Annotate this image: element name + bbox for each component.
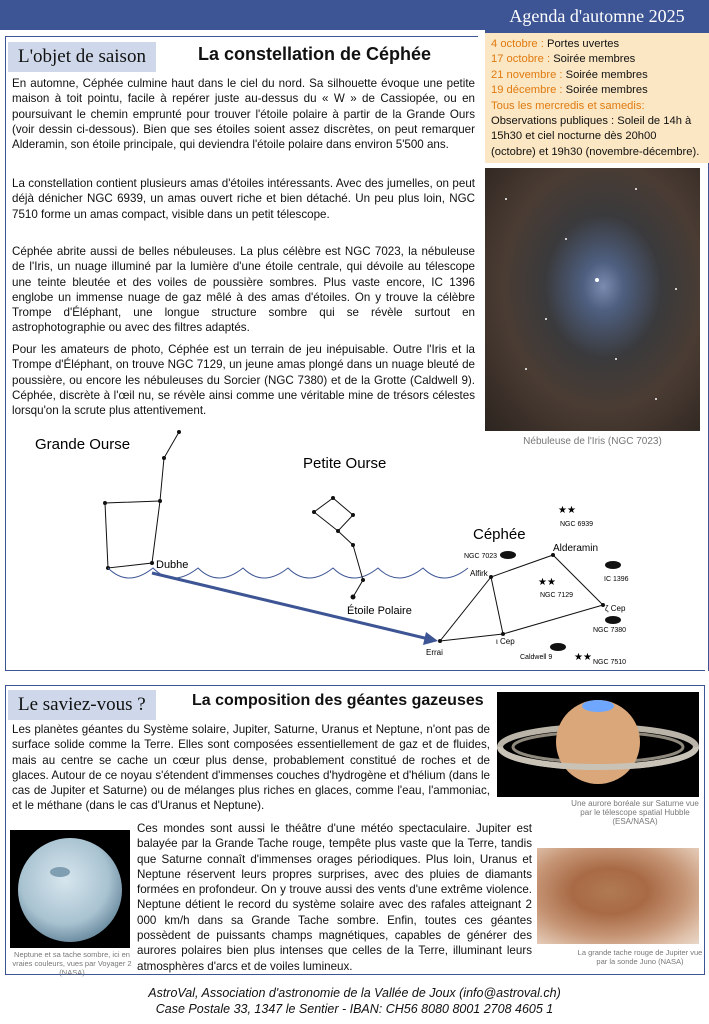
section1-paragraph: En automne, Céphée culmine haut dans le ciel du nord. Sa silhouette évoque une petite maison à toit pointu, facile à repérer juste au-dessus du « W » de Cassiopée, ou en poursuivant le chemin emprunté pour trouver l'étoile polaire à partir de la Grande Ours (voir dessin ci-dessous). Bien que ses étoiles soient assez discrètes, on peut remarquer Alderamin, son étoile principale, qui deviendra l'étoile polaire dans environ 5'500 ans. — [12, 77, 475, 152]
dubhe-label: Dubhe — [156, 559, 189, 571]
agenda-item: 19 décembre : Soirée membres — [491, 84, 648, 97]
section1-paragraph: La constellation contient plusieurs amas d'étoiles intéressants. Avec des jumelles, on peut déjà dénicher NGC 6939, un amas ouvert riche et bien détaché. Un peu plus loin, NGC 7510 forme un amas compact, visible dans un petit télescope. — [12, 177, 475, 221]
jupiter-caption: La grande tache rouge de Jupiter vue par la sonde Juno (NASA) — [577, 948, 703, 966]
ngc7129-label: NGC 7129 — [540, 592, 574, 599]
neptune-caption: Neptune et sa tache sombre, ici en vraies couleurs, vues par Voyager 2 (NASA) — [12, 950, 132, 977]
footer — [0, 985, 709, 1017]
iota-cep-label: ι Cep — [496, 637, 515, 646]
constellation-map — [8, 425, 705, 665]
section2-title: La composition des géantes gazeuses — [192, 692, 484, 709]
saturn-caption: Une aurore boréale sur Saturne vue par le télescope spatial Hubble (ESA/NASA) — [571, 799, 699, 826]
ic1396-label: IC 1396 — [604, 576, 629, 583]
jupiter-image — [537, 848, 699, 944]
ngc7510-label: NGC 7510 — [593, 659, 627, 665]
star-cluster-icon: ★★ — [574, 652, 592, 663]
section2-paragraph: Ces mondes sont aussi le théâtre d'une météo spectaculaire. Jupiter est balayée par la Grande Tache rouge, tempête plus vaste que la Terre, tandis que Saturne connaît d'immenses orages périodiques. Plus loin, Uranus et Neptune réservent leurs propres surprises, avec des pluies de diamants formées en profondeur. On y trouve aussi des vents d'une extrême violence. Neptune détient le record du système solaire avec des rafales atteignant 2 000 km/h dans sa Grande Tache sombre. Enfin, toutes ces géantes possèdent de puissants champs magnétiques, capables de générer des aurores polaires bien plus intenses que celles de la Terre, illuminant leurs atmosphères d'arcs et de voiles lumineux. — [137, 822, 532, 973]
cephee-lines — [440, 555, 603, 641]
agenda-item: 4 octobre : Portes uvertes — [491, 38, 620, 50]
zeta-cep-label: ζ Cep — [605, 604, 626, 613]
agenda-item: 21 novembre : Soirée membres — [491, 68, 648, 81]
star-cluster-icon: ★★ — [558, 505, 576, 516]
cephee-label: Céphée — [473, 526, 526, 543]
caldwell9-label: Caldwell 9 — [520, 654, 553, 661]
footer-line: AstroVal, Association d'astronomie de la Vallée de Joux (info@astroval.ch) — [148, 986, 561, 1000]
petite-ourse-stars — [312, 496, 365, 600]
agenda-recurring-text: Observations publiques : Soleil de 14h à 15h30 et ciel nocturne dès 20h00 (octobre) et 19h30 (novembre-décembre). — [491, 115, 700, 158]
errai-label: Errai — [426, 648, 443, 657]
nebula-icon — [500, 551, 516, 559]
petite-ourse-lines — [314, 498, 363, 597]
nebula-icon — [605, 616, 621, 624]
section2-paragraph: Les planètes géantes du Système solaire, Jupiter, Saturne, Uranus et Neptune, n'ont pas de surface solide comme la Terre. Elles sont composées essentiellement de gaz et de fluides, mais au centre se cache un cœur plus dense, probablement constitué de roches et de glaces. Autour de ce noyau s'étendent d'immenses couches d'hydrogène et d'hélium (dans le cas de Jupiter et Saturne) ou de mélanges plus riches en glaces, comme l'eau, l'ammoniac, et le méthane (dans le cas d'Uranus et Neptune). — [12, 723, 490, 813]
alderamin-label: Alderamin — [553, 543, 599, 554]
neptune-image — [10, 830, 130, 948]
iris-nebula-image — [485, 168, 700, 431]
alfirk-label: Alfirk — [470, 569, 488, 578]
saturn-image — [497, 692, 699, 797]
pointer-arrowhead — [423, 632, 438, 645]
grande-ourse-label: Grande Ourse — [35, 436, 131, 453]
petite-ourse-label: Petite Ourse — [303, 455, 387, 472]
section1-title: La constellation de Céphée — [198, 44, 432, 64]
section2-label: Le saviez-vous ? — [8, 690, 156, 720]
star-cluster-icon: ★★ — [538, 577, 556, 588]
agenda-box — [485, 33, 709, 163]
section1-label: L'objet de saison — [8, 42, 156, 72]
ngc6939-label: NGC 6939 — [560, 521, 594, 528]
nebula-icon — [605, 561, 621, 569]
agenda-recurring-label: Tous les mercredis et samedis: — [491, 99, 645, 112]
section1-paragraph: Céphée abrite aussi de belles nébuleuses. La plus célèbre est NGC 7023, la nébuleuse de l'Iris, un nuage illuminé par la lumière d'une étoile centrale, qui dévoile au télescope une teinte bleutée et des voiles de poussière sombres. Plus vaste encore, IC 1396 englobe un immense nuage de gaz mêlé à des amas d'étoiles. On y trouve la célèbre Trompe d'Éléphant, une longue structure sombre qui se révèle surtout en astrophotographie ou avec des filtres adaptés. — [12, 245, 475, 335]
iris-caption: Nébuleuse de l'Iris (NGC 7023) — [523, 436, 662, 447]
ngc7380-label: NGC 7380 — [593, 627, 627, 634]
footer-line: Case Postale 33, 1347 le Sentier - IBAN: CH56 8080 8001 2708 4605 1 — [155, 1002, 554, 1016]
section1-frame-bottom — [5, 670, 705, 671]
section1-paragraph: Pour les amateurs de photo, Céphée est un terrain de jeu inépuisable. Outre l'Iris et la Trompe d'Éléphant, on trouve NGC 7129, un jeune amas plongé dans un nuage bleuté de poussière, ou encore les nébuleuses du Sorcier (NGC 7380) et de la Grotte (Caldwell 9). Céphée, discrète à l'œil nu, se révèle ainsi comme une véritable mine de trésors célestes lorsqu'on la scrute plus attentivement. — [12, 343, 475, 418]
agenda-title: Agenda d'automne 2025 — [485, 3, 709, 33]
agenda-item: 17 octobre : Soirée membres — [491, 53, 636, 66]
nebula-icon — [550, 643, 566, 651]
ngc7023-label: NGC 7023 — [464, 553, 498, 560]
etoile-polaire-label: Étoile Polaire — [347, 605, 412, 617]
